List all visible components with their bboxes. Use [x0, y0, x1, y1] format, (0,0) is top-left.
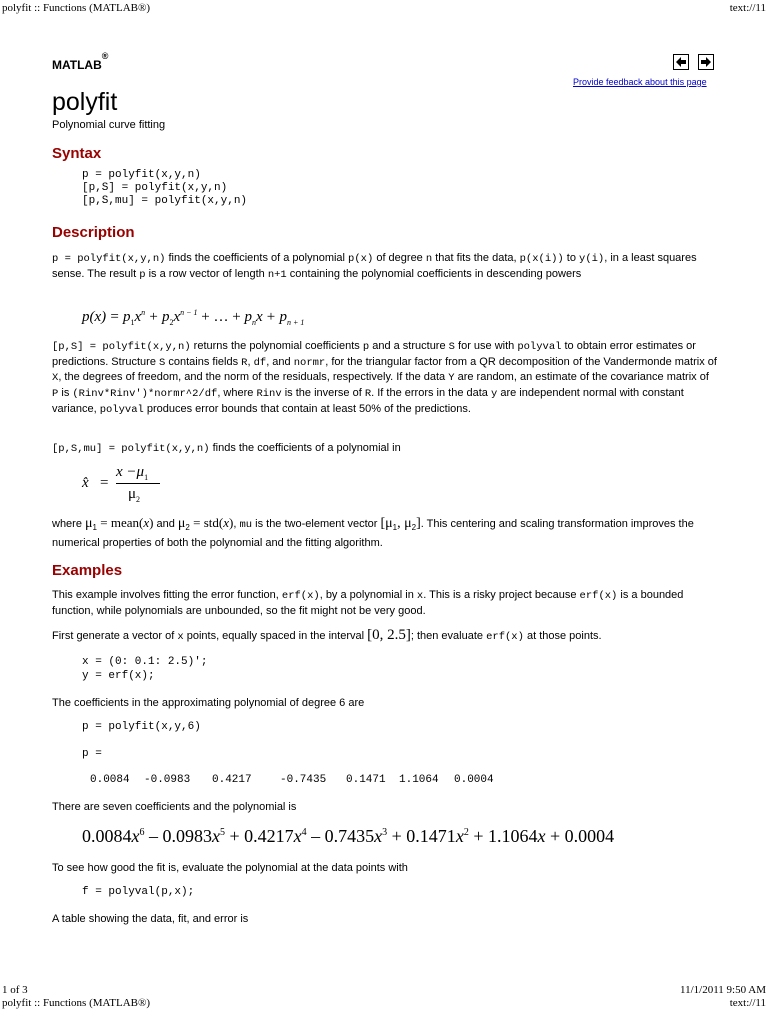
- footer-date: 11/1/2011 9:50 AM: [680, 984, 766, 996]
- description-paragraph-3: [p,S,mu] = polyfit(x,y,n) finds the coefficients of a polynomial in: [52, 442, 401, 455]
- coefficient-value: 0.0004: [454, 774, 494, 786]
- code-polyval-call: f = polyval(p,x);: [82, 886, 195, 898]
- prev-page-button[interactable]: [673, 54, 689, 70]
- examples-heading: Examples: [52, 562, 123, 579]
- description-paragraph-1: p = polyfit(x,y,n) finds the coefficients of a polynomial p(x) of degree n that fits the data, p(x(i)) to y(i), in a least squares sense. The result p is a row vector of length n+1 containing the polynomial coefficients in descending powers: [52, 252, 697, 281]
- coefficient-value: 0.0084: [90, 774, 130, 786]
- page-purpose: Polynomial curve fitting: [52, 119, 166, 131]
- coefficient-value: -0.0983: [144, 774, 191, 786]
- description-paragraph-4: where $\mu_1$ = mean(x) and $\mu_2 = std(x)$, mu is the two-element vector [$\mu_1$, $\mu_2$]. This centering and scaling transformation improves the numerical properties of both the polynomial and the fitting algorithm.: [52, 515, 694, 549]
- description-heading: Description: [52, 224, 135, 241]
- syntax-line: [p,S,mu] = polyfit(x,y,n): [82, 195, 248, 207]
- next-page-button[interactable]: [698, 54, 714, 70]
- coefficient-value: 0.1471: [346, 774, 386, 786]
- footer-page-title: polyfit :: Functions (MATLAB®): [2, 997, 150, 1009]
- product-label: MATLAB: [52, 58, 102, 72]
- description-paragraph-2: [p,S] = polyfit(x,y,n) returns the polynomial coefficients p and a structure S for use with polyval to obtain error estimates or predictions. Structure S contains fields R, df, and normr, for the triangular factor from a QR decomposition of the Vandermonde matrix of X, the degrees of freedom, and the norm of the residuals, respectively. If the data Y are random, an estimate of the covariance matrix of P is (Rinv*Rinv')*normr^2/df, where Rinv is the inverse of R. If the errors in the data y are independent normal with constant variance, polyval produces error bounds that contain at least 50% of the predictions.: [52, 340, 717, 416]
- feedback-link[interactable]: Provide feedback about this page: [573, 77, 707, 87]
- fitted-polynomial: $0.0084x^6 - 0.0983x^5 + 0.4217x^4 - 0.7435x^3 + 0.1471x^2 + 1.1064x + 0.0004$: [82, 826, 615, 846]
- polynomial-equation: $p(x) = p_1x^n + p_2x^{n - 1}$ + … + $p_nx + p_{n + 1}$: [82, 308, 305, 327]
- product-name: [52, 51, 109, 72]
- code-output-label: p =: [82, 748, 102, 760]
- footer-page-number: 1 of 3: [2, 984, 28, 996]
- syntax-line: [p,S] = polyfit(x,y,n): [82, 182, 228, 194]
- syntax-line: p = polyfit(x,y,n): [82, 169, 201, 181]
- coefficient-value: 0.4217: [212, 774, 252, 786]
- coefficient-value: -0.7435: [280, 774, 327, 786]
- coefficients-row: [90, 774, 494, 786]
- examples-paragraph-5: To see how good the fit is, evaluate the polynomial at the data points with: [52, 862, 408, 874]
- page-title: polyfit: [52, 88, 118, 116]
- coefficient-value: 1.1064: [399, 774, 439, 786]
- browser-page-url: text://11: [729, 2, 766, 14]
- browser-page-title: polyfit :: Functions (MATLAB®): [2, 2, 150, 14]
- code-polyfit-call: p = polyfit(x,y,6): [82, 721, 201, 733]
- examples-paragraph-6: A table showing the data, fit, and error is: [52, 913, 249, 925]
- arrow-right-icon: [700, 56, 712, 68]
- examples-paragraph-3: The coefficients in the approximating polynomial of degree 6 are: [52, 697, 365, 709]
- code-generate-data: x = (0: 0.1: 2.5)'; y = erf(x);: [82, 656, 208, 682]
- examples-paragraph-4: There are seven coefficients and the polynomial is: [52, 801, 297, 813]
- registered-mark: ®: [101, 51, 109, 61]
- syntax-heading: Syntax: [52, 145, 102, 162]
- examples-paragraph-2: First generate a vector of x points, equally spaced in the interval [0, 2.5]; then evaluate erf(x) at those points.: [52, 627, 602, 643]
- footer-url: text://11: [729, 997, 766, 1009]
- arrow-left-icon: [675, 56, 687, 68]
- examples-paragraph-1: This example involves fitting the error function, erf(x), by a polynomial in x. This is a risky project because erf(x) is a bounded function, while polynomials are unbounded, so the fit might not be very good.: [52, 589, 684, 617]
